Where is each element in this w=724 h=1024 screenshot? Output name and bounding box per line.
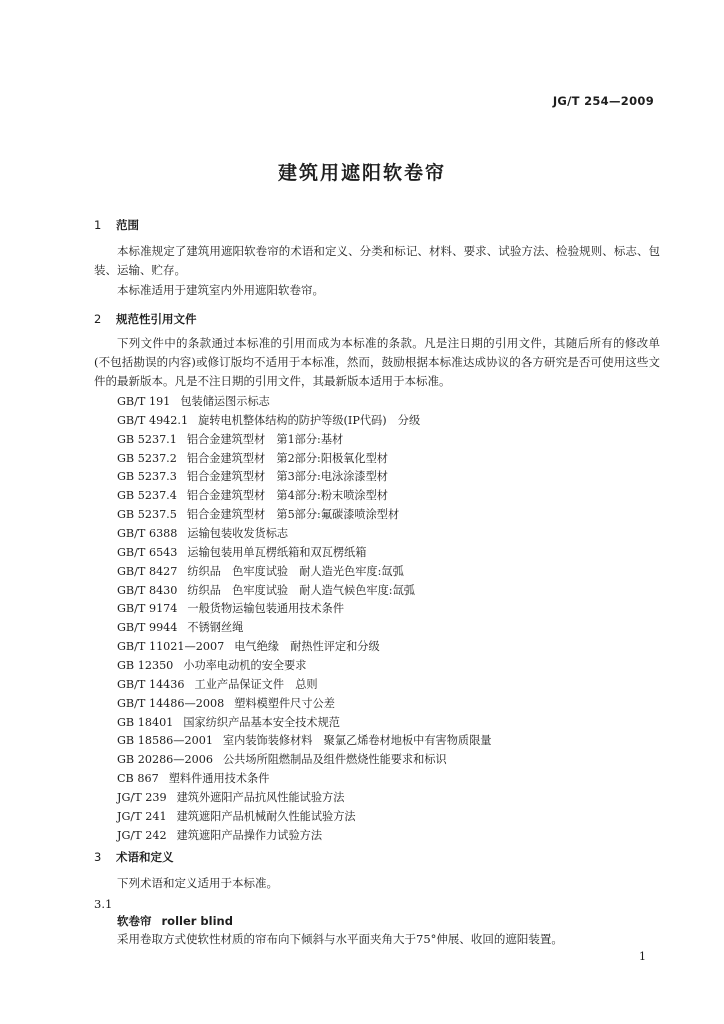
reference-code: GB 12350: [117, 659, 174, 673]
reference-title: 塑料件通用技术条件: [168, 772, 270, 786]
reference-item: [117, 657, 491, 676]
reference-item: [117, 827, 491, 846]
scope-paragraph-2: 本标准适用于建筑室内外用遮阳软卷帘。: [117, 283, 324, 297]
reference-item: [117, 450, 491, 469]
reference-item: [117, 770, 491, 789]
reference-item: [117, 563, 491, 582]
reference-title: 建筑外遮阳产品抗风性能试验方法: [176, 791, 345, 805]
reference-item: [117, 525, 491, 544]
reference-title: 国家纺织产品基本安全技术规范: [183, 715, 340, 729]
reference-title: 铝合金建筑型材 第1部分:基材: [186, 432, 344, 446]
reference-title: 铝合金建筑型材 第2部分:阳极氧化型材: [186, 451, 388, 465]
reference-code: JG/T 239: [117, 791, 167, 805]
reference-code: GB/T 8430: [117, 583, 178, 597]
reference-title: 工业产品保证文件 总则: [194, 677, 318, 691]
reference-title: 一般货物运输包装通用技术条件: [187, 602, 345, 616]
reference-item: [117, 638, 491, 657]
section-title: 规范性引用文件: [116, 312, 197, 326]
reference-title: 不锈钢丝绳: [187, 621, 244, 635]
page-number: 1: [639, 950, 646, 963]
reference-item: [117, 582, 491, 601]
reference-title: 铝合金建筑型材 第5部分:氟碳漆喷涂型材: [186, 508, 400, 522]
reference-item: [117, 468, 491, 487]
reference-title: 电气绝缘 耐热性评定和分级: [234, 640, 380, 654]
reference-code: GB 18586—2001: [117, 734, 213, 748]
reference-title: 室内装饰装修材料 聚氯乙烯卷材地板中有害物质限量: [222, 734, 492, 748]
reference-item: [117, 714, 491, 733]
reference-code: GB/T 9174: [117, 602, 178, 616]
term-heading: [117, 913, 233, 929]
reference-code: GB 5237.2: [117, 451, 177, 465]
scope-paragraph-1: 本标准规定了建筑用遮阳软卷帘的术语和定义、分类和标记、材料、要求、试验方法、检验规则、标志、包装、运输、贮存。: [94, 244, 660, 277]
reference-code: GB/T 6388: [117, 527, 178, 541]
reference-title: 铝合金建筑型材 第4部分:粉末喷涂型材: [186, 489, 388, 503]
reference-item: [117, 751, 491, 770]
reference-title: 包装储运图示标志: [180, 395, 270, 408]
reference-code: GB 20286—2006: [117, 753, 213, 767]
section-number: 2: [94, 312, 102, 326]
term-definition: 采用卷取方式使软性材质的帘布向下倾斜与水平面夹角大于75°伸展、收回的遮阳装置。: [117, 932, 563, 946]
reference-title: 运输包装用单瓦楞纸箱和双瓦楞纸箱: [187, 545, 367, 559]
reference-code: JG/T 241: [117, 809, 167, 823]
reference-code: GB 5237.3: [117, 470, 177, 484]
reference-code: GB 5237.1: [117, 432, 177, 446]
reference-code: GB/T 191: [117, 395, 171, 408]
section-number: 1: [94, 218, 102, 232]
section-title: 术语和定义: [116, 850, 174, 864]
reference-code: GB/T 14436: [117, 677, 185, 691]
reference-code: GB 5237.4: [117, 489, 177, 503]
document-title: 建筑用遮阳软卷帘: [277, 162, 446, 184]
term-number: 3.1: [94, 897, 113, 911]
reference-title: 铝合金建筑型材 第3部分:电泳涂漆型材: [186, 470, 388, 484]
reference-item: [117, 789, 491, 808]
reference-item: [117, 544, 491, 563]
reference-item: [117, 393, 491, 412]
reference-code: CB 867: [117, 772, 159, 786]
reference-item: [117, 412, 491, 431]
reference-code: GB/T 11021—2007: [117, 640, 225, 654]
reference-item: [117, 676, 491, 695]
reference-code: GB 5237.5: [117, 508, 177, 522]
reference-code: GB/T 6543: [117, 545, 178, 559]
reference-code: GB/T 4942.1: [117, 413, 189, 427]
reference-title: 建筑遮阳产品操作力试验方法: [176, 828, 323, 842]
reference-item: [117, 487, 491, 506]
reference-item: [117, 808, 491, 827]
section-1-heading: [94, 217, 139, 233]
reference-item: [117, 600, 491, 619]
normative-references-list: [117, 393, 491, 846]
reference-item: [117, 506, 491, 525]
references-intro-paragraph: 下列文件中的条款通过本标准的引用而成为本标准的条款。凡是注日期的引用文件，其随后所有的修改单(不包括勘误的内容)或修订版均不适用于本标准，然而，鼓励根据本标准达成协议的各方研究是否可使用这些文件的最新版本。凡是不注日期的引用文件，其最新版本适用于本标准。: [94, 336, 660, 388]
reference-title: 运输包装收发货标志: [187, 527, 289, 541]
reference-item: [117, 695, 491, 714]
reference-title: 旋转电机整体结构的防护等级(IP代码) 分级: [198, 413, 421, 427]
term-chinese: 软卷帘: [117, 914, 152, 928]
reference-code: GB/T 14486—2008: [117, 696, 225, 710]
reference-item: [117, 619, 491, 638]
reference-title: 塑料模塑件尺寸公差: [234, 696, 335, 710]
reference-title: 建筑遮阳产品机械耐久性能试验方法: [176, 809, 356, 823]
section-number: 3: [94, 850, 102, 864]
reference-code: GB 18401: [117, 715, 174, 729]
reference-code: GB/T 8427: [117, 564, 178, 578]
section-2-heading: [94, 311, 197, 327]
reference-title: 纺织品 色牢度试验 耐人造气候色牢度:氙弧: [187, 583, 415, 597]
reference-item: [117, 431, 491, 450]
reference-code: GB/T 9944: [117, 621, 178, 635]
section-title: 范围: [116, 218, 139, 232]
reference-code: JG/T 242: [117, 828, 167, 842]
standard-number: JG/T 254—2009: [552, 94, 654, 108]
reference-item: [117, 732, 491, 751]
reference-title: 纺织品 色牢度试验 耐人造光色牢度:氙弧: [187, 564, 404, 578]
terms-intro-paragraph: 下列术语和定义适用于本标准。: [117, 876, 278, 890]
section-3-heading: [94, 849, 174, 865]
reference-title: 公共场所阻燃制品及组件燃烧性能要求和标识: [222, 753, 447, 767]
term-english: roller blind: [161, 914, 233, 928]
reference-title: 小功率电动机的安全要求: [183, 659, 307, 673]
